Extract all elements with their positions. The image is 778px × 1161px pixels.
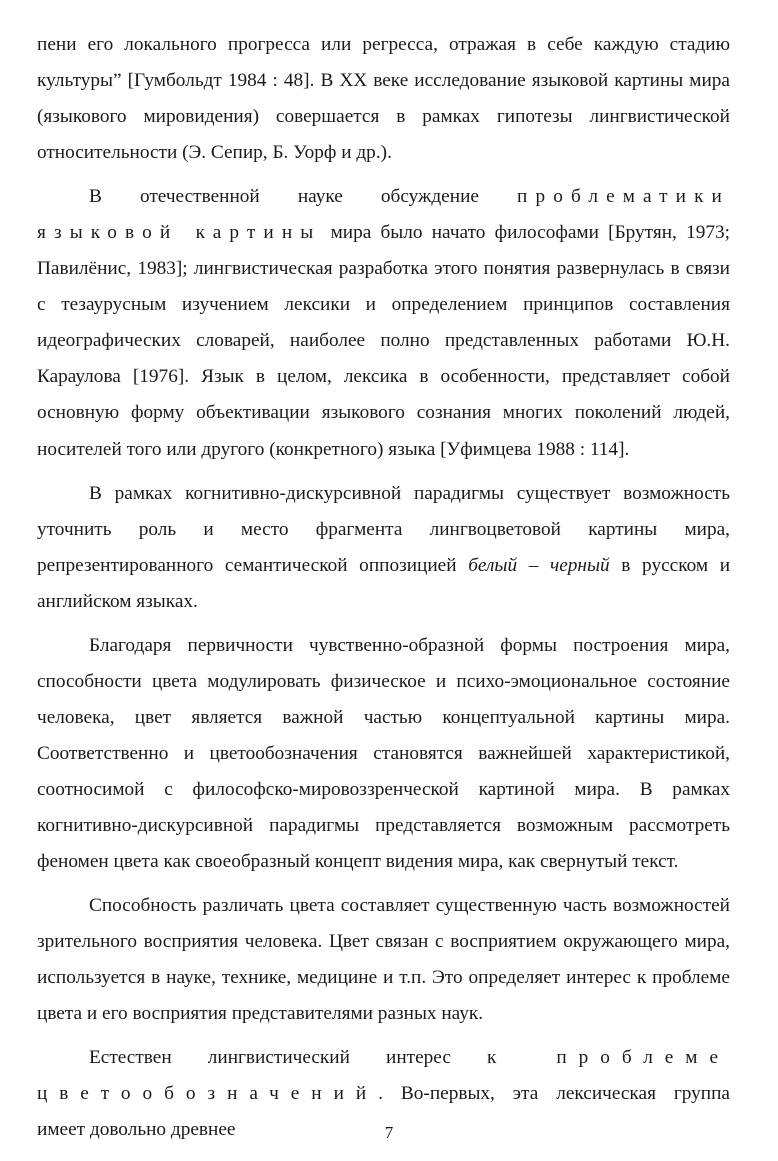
emphasized-text: к проблеме цветообозначений (37, 1047, 730, 1105)
text-run: Благодаря первичности чувственно-образной формы построения мира, способности цвета модулировать физическое и психо-эмоциональное состояние человека, цвет является важной частью концептуальной картины мира. Соответственно и цветообозначения становятся важнейшей характеристикой, соотносимой с философско-мировоззренческой картиной мира. В рамках когнитивно-дискурсивной парадигмы представляется возможным рассмотреть феномен цвета как своеобразный концепт видения мира, как свернутый текст. (37, 634, 730, 873)
paragraph (37, 179, 730, 467)
text-run: В рамках когнитивно-дискурсивной парадигмы существует возможность уточнить роль и место фрагмента лингвоцветовой картины мира, репрезентированного семантической оппозицией (37, 482, 730, 576)
text-run: пени его локального прогресса или регресса, отражая в себе каждую стадию культуры” [Гумбольдт 1984 : 48]. В XX веке исследование языковой картины мира (языкового мировидения) совершается в рамках гипотезы лингвистической относительности (Э. Сепир, Б. Уорф и др.). (37, 34, 730, 164)
emphasized-text: белый – черный (468, 554, 610, 576)
paragraph (37, 476, 730, 620)
text-run: в русском и английском языках. (37, 554, 731, 612)
paragraph (37, 888, 730, 1032)
text-run: мира было начато философами [Брутян, 1973; Павилёнис, 1983]; лингвистическая разработка этого понятия развернулась в связи с тезаурусным изучением лексики и определением принципов составления идеографических словарей, наиболее полно представленных работами Ю.Н. Караулова [1976]. Язык в целом, лексика в особенности, представляет собой основную форму объективации языкового сознания многих поколений людей, носителей того или другого (конкретного) языка [Уфимцева 1988 : 114]. (37, 222, 730, 460)
paragraph (37, 27, 730, 171)
page-number: 7 (384, 1123, 394, 1142)
paragraph (37, 628, 730, 880)
text-run: В отечественной науке обсуждение (89, 186, 518, 208)
body-text (37, 27, 730, 1148)
text-run: Способность различать цвета составляет существенную часть возможностей зрительного восприятия человека. Цвет связан с восприятием окружающего мира, используется в науке, технике, медицине и т.п. Это определяет интерес к проблеме цвета и его восприятия представителями разных наук. (37, 895, 730, 1025)
emphasized-text: проблематики языковой картины (37, 186, 730, 244)
text-run: . Во-первых, эта лексическая группа имеет довольно древнее (37, 1083, 730, 1141)
text-run: Естествен лингвистический интерес (89, 1047, 487, 1069)
